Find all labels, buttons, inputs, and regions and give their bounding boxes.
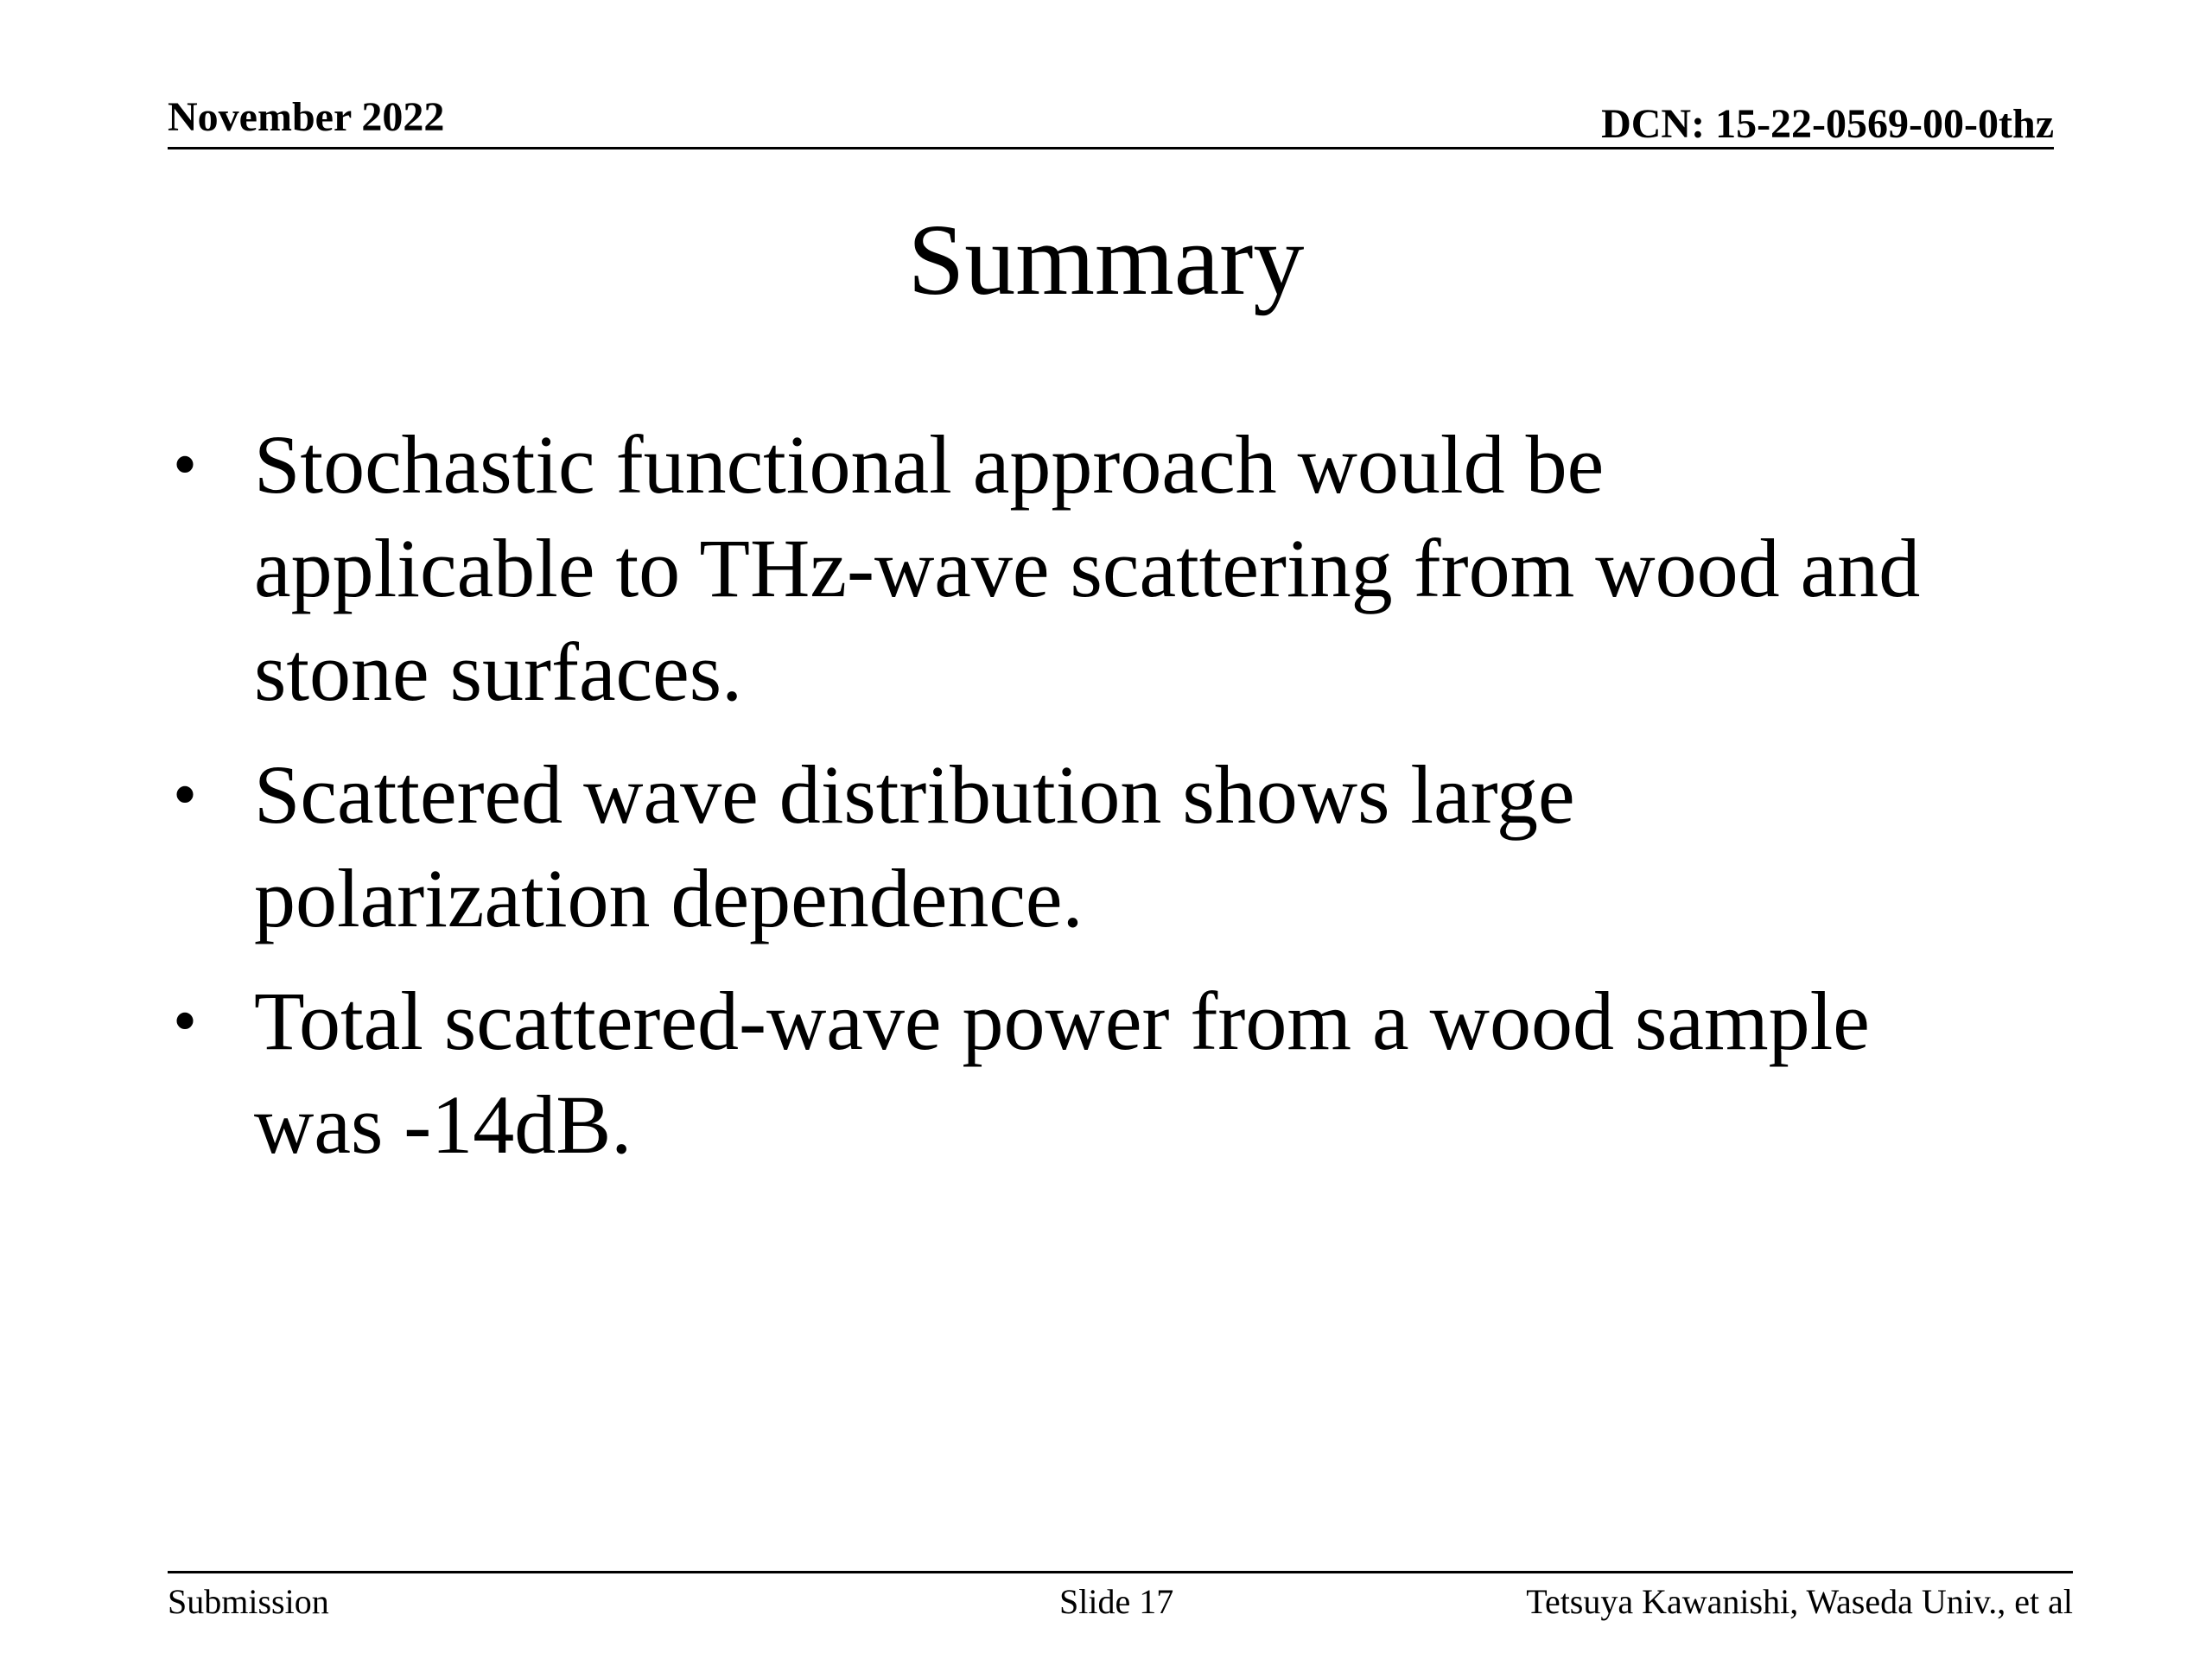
footer-author: Tetsuya Kawanishi, Waseda Univ., et al xyxy=(1526,1582,2073,1621)
bullet-item-2 xyxy=(168,743,2069,950)
footer-slide-number: Slide 17 xyxy=(1059,1582,1174,1621)
bullet-line: was -14dB. xyxy=(254,1078,632,1171)
header-rule xyxy=(168,147,2054,149)
footer-submission: Submission xyxy=(168,1582,329,1621)
bullet-list xyxy=(168,413,2069,1196)
bullet-item-3 xyxy=(168,969,2069,1177)
slide-title: Summary xyxy=(907,203,1305,316)
bullet-line: Stochastic functional approach would be xyxy=(254,418,1605,511)
bullet-line: applicable to THz-wave scattering from wood and xyxy=(254,522,1921,614)
header-dcn: DCN: 15-22-0569-00-0thz xyxy=(1601,101,2054,147)
bullet-line: stone surfaces. xyxy=(254,626,743,718)
bullet-item-1 xyxy=(168,413,2069,724)
bullet-dot: • xyxy=(173,983,198,1059)
bullet-line: Total scattered-wave power from a wood sample xyxy=(254,975,1870,1067)
footer-rule xyxy=(168,1571,2073,1573)
header-date: November 2022 xyxy=(168,94,445,140)
bullet-line: Scattered wave distribution shows large xyxy=(254,748,1575,841)
bullet-line: polarization dependence. xyxy=(254,852,1084,944)
bullet-dot: • xyxy=(173,757,198,833)
bullet-dot: • xyxy=(173,427,198,503)
